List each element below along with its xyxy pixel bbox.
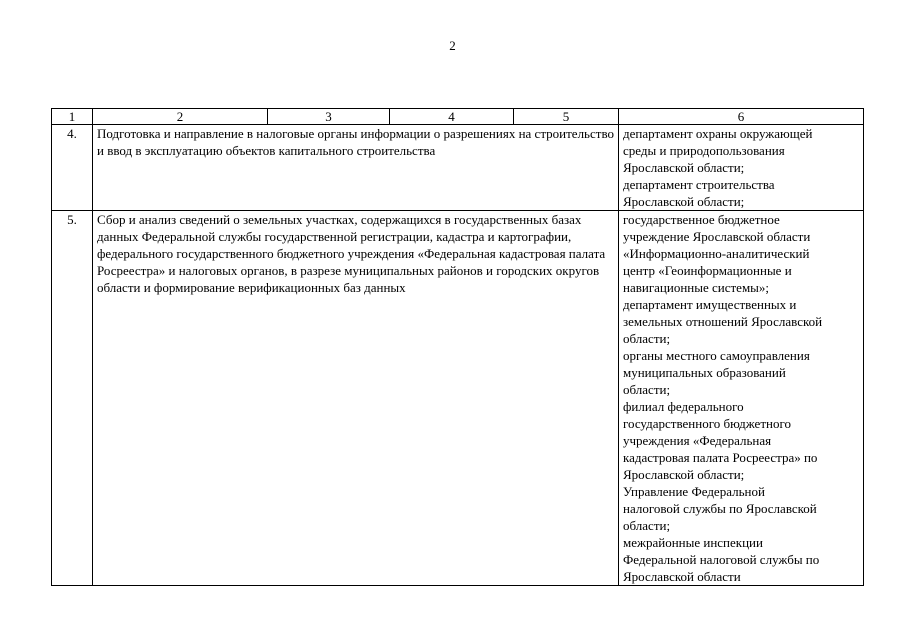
column-header-5: 5 bbox=[514, 109, 619, 125]
row-number: 4. bbox=[52, 125, 93, 211]
column-header-6: 6 bbox=[619, 109, 864, 125]
responsible-executors: департамент охраны окружающей среды и природопользования Ярославской области; департамент строительства Ярославской области; bbox=[619, 125, 864, 211]
responsible-executors: государственное бюджетное учреждение Ярославской области «Информационно-аналитический центр «Геоинформационные и навигационные системы»; департамент имущественных и земельных отношений Ярославской области; органы местного самоуправления муниципальных образований области; филиал федерального государственного бюджетного учреждения «Федеральная кадастровая палата Росреестра» по Ярославской области; Управление Федеральной налоговой службы по Ярославской области; межрайонные инспекции Федеральной налоговой службы по Ярославской области bbox=[619, 211, 864, 586]
table-header-row bbox=[52, 109, 864, 125]
measure-description: Сбор и анализ сведений о земельных участках, содержащихся в государственных базах данных Федеральной службы государственной регистрации, кадастра и картографии, федерального государственного бюджетного учреждения «Федеральная кадастровая палата Росреестра» и налоговых органов, в разрезе муниципальных районов и городских округов области и формирование верификационных баз данных bbox=[93, 211, 619, 586]
column-header-1: 1 bbox=[52, 109, 93, 125]
column-header-3: 3 bbox=[268, 109, 390, 125]
column-header-4: 4 bbox=[390, 109, 514, 125]
column-header-2: 2 bbox=[93, 109, 268, 125]
measures-table bbox=[51, 108, 864, 586]
table-row bbox=[52, 211, 864, 586]
row-number: 5. bbox=[52, 211, 93, 586]
table-row bbox=[52, 125, 864, 211]
page-number: 2 bbox=[449, 38, 456, 53]
measure-description: Подготовка и направление в налоговые органы информации о разрешениях на строительство и ввод в эксплуатацию объектов капитального строительства bbox=[93, 125, 619, 211]
